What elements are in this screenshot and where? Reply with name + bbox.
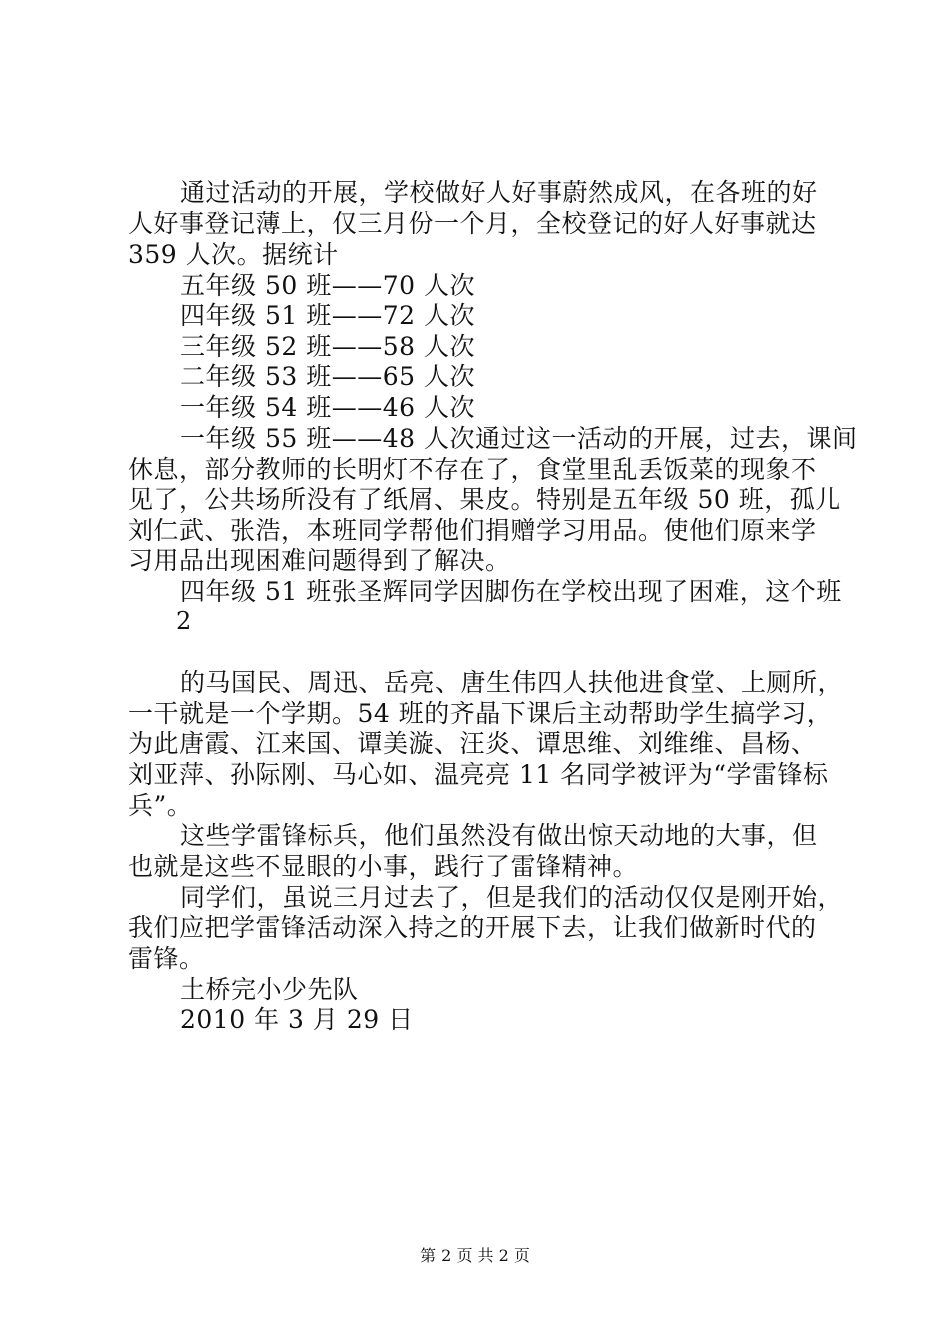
body-line: 为此唐霞、江来国、谭美漩、汪炎、谭思维、刘维维、昌杨、: [128, 729, 817, 758]
stat-line: 三年级 52 班——58 人次: [180, 332, 475, 361]
date-line: 2010 年 3 月 29 日: [180, 1005, 414, 1034]
stat-line: 五年级 50 班——70 人次: [180, 271, 475, 300]
page-footer: 第 2 页 共 2 页: [420, 1246, 530, 1265]
body-line: 见了，公共场所没有了纸屑、果皮。特别是五年级 50 班，孤儿: [128, 485, 841, 514]
body-line: 一干就是一个学期。54 班的齐晶下课后主动帮助学生搞学习，: [128, 699, 833, 728]
body-line: 这些学雷锋标兵，他们虽然没有做出惊天动地的大事，但: [180, 821, 818, 850]
body-line: 刘仁武、张浩，本班同学帮他们捐赠学习用品。使他们原来学: [128, 516, 817, 545]
body-line: 通过活动的开展，学校做好人好事蔚然成风，在各班的好: [180, 178, 818, 207]
body-line: 人好事登记薄上，仅三月份一个月，全校登记的好人好事就达: [128, 209, 817, 238]
body-line: 359 人次。据统计: [128, 240, 339, 269]
body-line: 一年级 55 班——48 人次通过这一活动的开展，过去，课间: [180, 424, 858, 453]
body-line: 雷锋。: [128, 944, 205, 973]
body-line: 习用品出现困难问题得到了解决。: [128, 546, 511, 575]
stat-line: 二年级 53 班——65 人次: [180, 362, 475, 391]
body-line: 也就是这些不显眼的小事，践行了雷锋精神。: [128, 852, 639, 881]
page-number-mark: 2: [176, 607, 192, 635]
body-line: 四年级 51 班张圣辉同学因脚伤在学校出现了困难，这个班: [180, 577, 842, 606]
body-line: 刘亚萍、孙际刚、马心如、温亮亮 11 名同学被评为“学雷锋标: [128, 760, 829, 789]
body-line: 的马国民、周迅、岳亮、唐生伟四人扶他进食堂、上厕所，: [180, 668, 844, 697]
body-line: 休息，部分教师的长明灯不存在了，食堂里乱丢饭菜的现象不: [128, 455, 817, 484]
stat-line: 一年级 54 班——46 人次: [180, 393, 475, 422]
body-line: 兵”。: [128, 791, 193, 820]
signature-line: 土桥完小少先队: [180, 975, 359, 1004]
body-line: 我们应把学雷锋活动深入持之的开展下去，让我们做新时代的: [128, 913, 817, 942]
body-line: 同学们，虽说三月过去了，但是我们的活动仅仅是刚开始，: [180, 883, 844, 912]
stat-line: 四年级 51 班——72 人次: [180, 301, 475, 330]
